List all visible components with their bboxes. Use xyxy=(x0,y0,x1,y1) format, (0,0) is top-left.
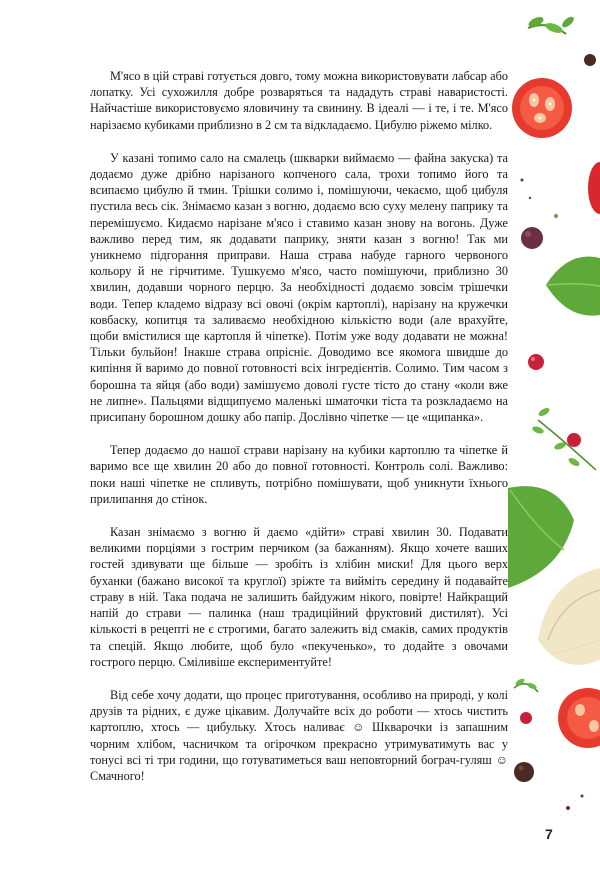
paragraph-author-note: Від себе хочу додати, що процес приготування, особливо на природі, у колі друзів та рідних, є дуже цікавим. Долучайте всіх до роботи — хтось чистить картоплю, хтось — цибульку. Хтось наливає ☺ Шкварочки із запашним чорним хлібом, часничком та огірочком прекрасно утримуватимуть вас у тонусі всі ті три години, що готуватиметься ваш неповторний бограч-гуляш ☺ Смачного! xyxy=(90,687,508,783)
ingredients-illustration xyxy=(508,0,600,882)
garlic-clove-icon xyxy=(538,568,600,665)
basil-leaf-icon xyxy=(508,486,574,588)
paragraph-serving: Казан знімаємо з вогню й даємо «дійти» страві хвилин 30. Подавати великими порціями з гострим перчиком (за бажанням). Якщо хочете ваших гостей здивувати ще більше — зробіть із хлібин миски! Для цього верх буханки (бажано високої та круглої) зріжте та вийміть середину й подавайте страву в ній. Така подача не залишить байдужим нікого, повірте! Найкращий напій до страви — палинка (наш традиційний фруктовий дистилят). Усі кількості в рецепті не є строгими, багато залежить від смаків, самих продуктів та спецій. Якщо любите, щоб було «пекученько», то додайте з овочами гострого перцю. Сміливіше експериментуйте! xyxy=(90,525,508,669)
peppercorn-icon xyxy=(521,227,543,249)
peppercorn-icon xyxy=(514,762,534,782)
cherry-tomato-icon xyxy=(520,712,532,724)
herb-sprig-top xyxy=(527,15,576,35)
red-pepper-icon xyxy=(588,162,600,214)
ingredients-decoration xyxy=(508,0,600,882)
paragraph-potatoes: Тепер додаємо до нашої страви нарізану на кубики картоплю та чіпетке й варимо все ще хвилин 20 або до повної готовності. Контроль солі. Важливо: поки наші чіпетке не спливуть, потрібно помішувати, щоб уникнути їхнього прилипання до стінок. xyxy=(90,443,508,506)
recipe-text xyxy=(90,68,508,801)
paragraph-cooking: У казані топимо сало на смалець (шкварки виймаємо — файна закуска) та додаємо дуже дрібно нарізаного копченого сала, трохи топимо його та всипаємо цибулю й тмин. Трішки солимо і, помішуючи, чекаємо, щоб цибуля пустила весь сік. Знімаємо казан з вогню, додаємо всю суху мелену паприку та перемішуємо. Кидаємо нарізане м'ясо і ставимо казан знову на вогонь. Дуже важливо перед тим, як додавати паприку, зняти казан з вогню! Так ми уникнемо підгорання приправи. Наша страва набуде гарного червоного кольору й не гірчитиме. Тушкуємо м'ясо, часто помішуючи, приблизно 30 хвилин, додавши чорного перцю. За необхідності додаємо зовсім трішечки води. Тепер кладемо відразу всі овочі (окрім картоплі), нарізану на кружечки ковбаску, копитця та заливаємо необхідною кількістю води (але врахуйте, щоби вмістилися ще картопля й чіпетке). Потім уже воду додавати не можна! Тільки бульйон! Інакше страва опрісніє. Доводимо все якомога швидше до кипіння й варимо до повної готовності всіх інгредієнтів. Солимо. Тим часом з борошна та яйця (або води) замішуємо доволі густе тісто до стану «коли вже не липне». Пальцями відщипуємо маленькі шматочки тіста та розкладаємо на присипану борошном дошку або папір. Дослівно чіпетке — це «щипанка». xyxy=(90,150,508,425)
paragraph-meat: М'ясо в цій страві готується довго, тому можна використовувати лабсар або лопатку. Усі сухожилля добре розваряться та нададуть страві наваристості. Найчастіше використовуємо яловичину та свинину. В ідеалі — і те, і те. М'ясо нарізаємо кубиками приблизно в 2 см та відкладаємо. Цибулю ріжемо мілко. xyxy=(90,69,508,132)
peppercorn-icon xyxy=(584,54,596,66)
cherry-tomato-icon xyxy=(528,354,544,370)
tomato-slice-icon xyxy=(512,78,572,138)
tomato-slice-icon xyxy=(558,688,600,748)
herb-sprig-bottom xyxy=(514,677,538,692)
page-number: 7 xyxy=(545,826,553,842)
herb-sprig-middle xyxy=(531,406,596,470)
basil-leaf-icon xyxy=(546,257,600,316)
